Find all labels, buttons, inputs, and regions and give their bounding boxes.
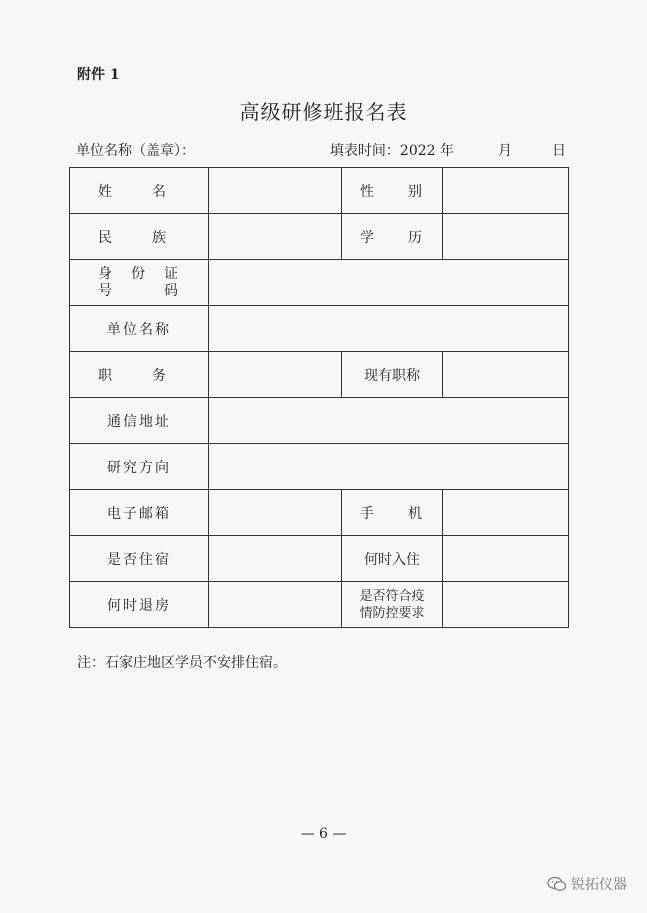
field-checkin[interactable] <box>443 536 569 582</box>
field-education[interactable] <box>443 214 569 260</box>
page-number: — 6 — <box>300 826 347 842</box>
label-email: 电子邮箱 <box>70 490 209 536</box>
field-checkout[interactable] <box>209 582 342 628</box>
field-gender[interactable] <box>443 168 569 214</box>
label-education: 学 历 <box>342 214 443 260</box>
label-checkin: 何时入住 <box>342 536 443 582</box>
table-row <box>70 582 569 628</box>
label-id-line2: 号 码 <box>98 282 178 299</box>
field-mobile[interactable] <box>443 490 569 536</box>
unit-seal-label: 单位名称（盖章）： <box>76 143 195 159</box>
label-address: 通信地址 <box>70 398 209 444</box>
table-row <box>70 444 569 490</box>
field-email[interactable] <box>209 490 342 536</box>
form-title: 高级研修班报名表 <box>239 100 408 124</box>
field-position[interactable] <box>209 352 342 398</box>
attachment-label: 附件 1 <box>77 67 120 83</box>
fill-date <box>330 140 566 160</box>
label-epidemic-line2: 情防控要求 <box>359 605 425 621</box>
label-id-number <box>70 260 209 306</box>
fill-date-month: 月 <box>498 143 512 159</box>
wechat-icon <box>547 876 567 892</box>
fill-date-label: 填表时间：2022 年 <box>329 143 454 159</box>
table-row <box>70 214 569 260</box>
field-ethnicity[interactable] <box>209 214 342 260</box>
label-research: 研究方向 <box>70 444 209 490</box>
field-id-number[interactable] <box>209 260 569 306</box>
fill-date-day: 日 <box>552 143 566 159</box>
label-id-line1: 身 份 证 <box>98 265 178 282</box>
table-row <box>70 536 569 582</box>
form-meta-row <box>76 140 566 160</box>
label-mobile: 手 机 <box>342 490 443 536</box>
table-row <box>70 490 569 536</box>
label-ethnicity: 民 族 <box>70 214 209 260</box>
label-gender: 性 别 <box>342 168 443 214</box>
table-row <box>70 260 569 306</box>
table-row <box>70 352 569 398</box>
registration-table <box>69 167 569 628</box>
label-epidemic <box>342 582 443 628</box>
field-name[interactable] <box>209 168 342 214</box>
field-epidemic[interactable] <box>443 582 569 628</box>
label-position: 职 务 <box>70 352 209 398</box>
table-row <box>70 306 569 352</box>
field-current-title[interactable] <box>443 352 569 398</box>
watermark-text: 锐拓仪器 <box>571 877 627 893</box>
watermark <box>547 874 627 894</box>
label-name: 姓 名 <box>70 168 209 214</box>
label-epidemic-line1: 是否符合疫 <box>359 588 425 604</box>
footnote: 注：石家庄地区学员不安排住宿。 <box>77 655 287 671</box>
field-research[interactable] <box>209 444 569 490</box>
field-stay[interactable] <box>209 536 342 582</box>
field-address[interactable] <box>209 398 569 444</box>
label-stay: 是否住宿 <box>70 536 209 582</box>
label-unit: 单位名称 <box>70 306 209 352</box>
label-checkout: 何时退房 <box>70 582 209 628</box>
table-row <box>70 168 569 214</box>
field-unit[interactable] <box>209 306 569 352</box>
label-current-title: 现有职称 <box>342 352 443 398</box>
table-row <box>70 398 569 444</box>
